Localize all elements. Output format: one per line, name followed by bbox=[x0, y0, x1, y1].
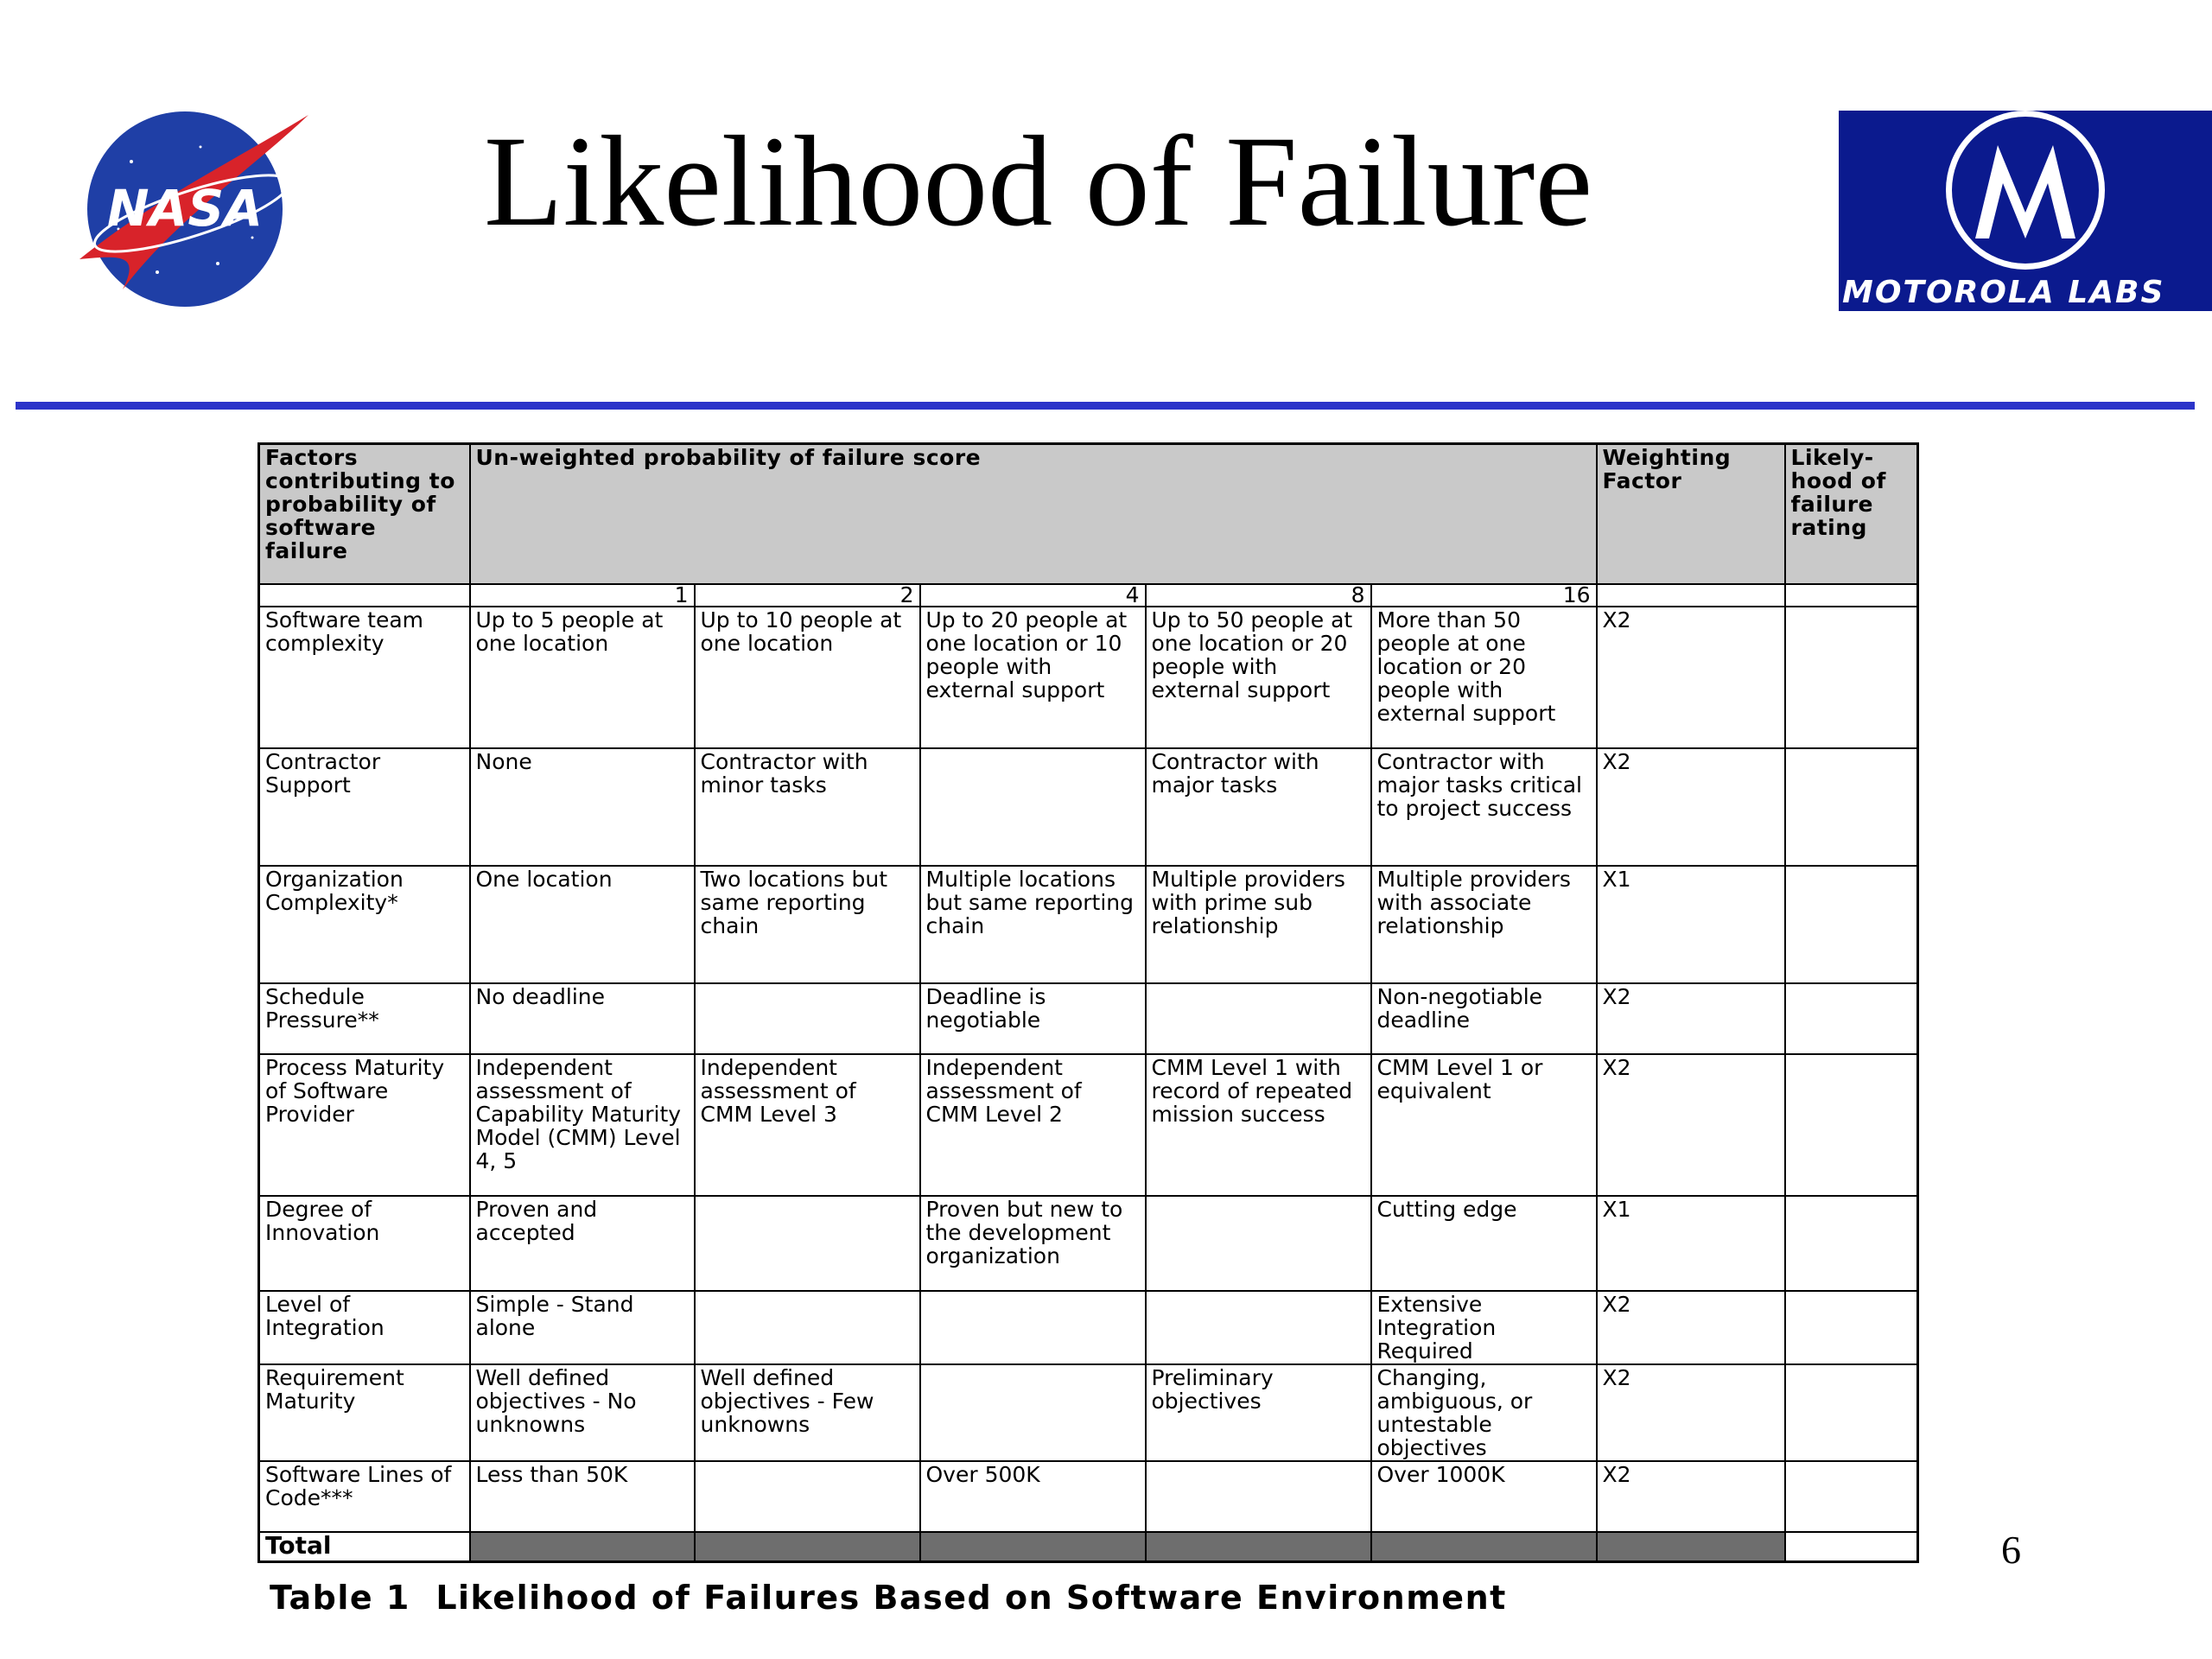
rating-cell bbox=[1785, 1196, 1918, 1291]
score-8-cell bbox=[1146, 1196, 1371, 1291]
nasa-logo-icon bbox=[71, 108, 313, 307]
factor-cell: Schedule Pressure** bbox=[259, 983, 470, 1054]
score-8-cell: CMM Level 1 with record of repeated mission success bbox=[1146, 1054, 1371, 1196]
score-8-cell: Contractor with major tasks bbox=[1146, 748, 1371, 866]
score-2-cell: Contractor with minor tasks bbox=[695, 748, 920, 866]
score-rating-blank bbox=[1785, 584, 1918, 607]
score-16-cell: Contractor with major tasks critical to project success bbox=[1371, 748, 1597, 866]
total-shaded-cell bbox=[695, 1532, 920, 1562]
score-2-cell bbox=[695, 1461, 920, 1532]
score-1-cell: Up to 5 people at one location bbox=[470, 607, 695, 748]
weight-cell: X2 bbox=[1597, 607, 1785, 748]
score-4-cell bbox=[920, 748, 1146, 866]
weight-cell: X2 bbox=[1597, 748, 1785, 866]
header-factors: Factors contributing to probability of software failure bbox=[259, 444, 470, 585]
rating-cell bbox=[1785, 1054, 1918, 1196]
score-8-cell: Multiple providers with prime sub relationship bbox=[1146, 866, 1371, 983]
table-row bbox=[259, 1291, 1918, 1364]
score-8-cell: Preliminary objectives bbox=[1146, 1364, 1371, 1461]
total-shaded-cell bbox=[470, 1532, 695, 1562]
factor-cell: Requirement Maturity bbox=[259, 1364, 470, 1461]
header-weighting-factor: Weighting Factor bbox=[1597, 444, 1785, 585]
motorola-logo-text: MOTOROLA LABS bbox=[1842, 275, 2165, 310]
caption-text: Likelihood of Failures Based on Software Environment bbox=[435, 1579, 1507, 1617]
score-16-cell: Over 1000K bbox=[1371, 1461, 1597, 1532]
rating-cell bbox=[1785, 983, 1918, 1054]
score-4-cell: Independent assessment of CMM Level 2 bbox=[920, 1054, 1146, 1196]
likelihood-table bbox=[257, 442, 1919, 1563]
score-16-cell: Multiple providers with associate relationship bbox=[1371, 866, 1597, 983]
score-1-cell: No deadline bbox=[470, 983, 695, 1054]
weight-cell: X2 bbox=[1597, 1291, 1785, 1364]
weight-cell: X2 bbox=[1597, 983, 1785, 1054]
score-2-cell bbox=[695, 983, 920, 1054]
table-row bbox=[259, 1196, 1918, 1291]
motorola-logo bbox=[1839, 111, 2212, 311]
score-2: 2 bbox=[695, 584, 920, 607]
page-number: 6 bbox=[2001, 1528, 2021, 1572]
table-row bbox=[259, 1054, 1918, 1196]
table-row bbox=[259, 748, 1918, 866]
total-label: Total bbox=[259, 1532, 470, 1562]
score-1-cell: None bbox=[470, 748, 695, 866]
score-2-cell bbox=[695, 1196, 920, 1291]
score-4-cell bbox=[920, 1364, 1146, 1461]
score-blank bbox=[259, 584, 470, 607]
table-row bbox=[259, 983, 1918, 1054]
weight-cell: X1 bbox=[1597, 866, 1785, 983]
table-body bbox=[259, 584, 1918, 1562]
weight-cell: X1 bbox=[1597, 1196, 1785, 1291]
score-16-cell: Extensive Integration Required bbox=[1371, 1291, 1597, 1364]
score-weight-blank bbox=[1597, 584, 1785, 607]
score-1-cell: Well defined objectives - No unknowns bbox=[470, 1364, 695, 1461]
table-caption bbox=[270, 1578, 1507, 1618]
rating-cell bbox=[1785, 607, 1918, 748]
score-1-cell: Proven and accepted bbox=[470, 1196, 695, 1291]
factor-cell: Software team complexity bbox=[259, 607, 470, 748]
score-16-cell: Non-negotiable deadline bbox=[1371, 983, 1597, 1054]
caption-label: Table 1 bbox=[270, 1579, 410, 1617]
rating-cell bbox=[1785, 748, 1918, 866]
title-divider bbox=[16, 402, 2195, 410]
score-16: 16 bbox=[1371, 584, 1597, 607]
factor-cell: Process Maturity of Software Provider bbox=[259, 1054, 470, 1196]
total-shaded-cell bbox=[1146, 1532, 1371, 1562]
score-8-cell bbox=[1146, 1291, 1371, 1364]
score-8: 8 bbox=[1146, 584, 1371, 607]
score-4-cell bbox=[920, 1291, 1146, 1364]
total-shaded-cell bbox=[920, 1532, 1146, 1562]
table-row bbox=[259, 1364, 1918, 1461]
score-row bbox=[259, 584, 1918, 607]
score-16-cell: More than 50 people at one location or 20 people with external support bbox=[1371, 607, 1597, 748]
score-1-cell: Independent assessment of Capability Maturity Model (CMM) Level 4, 5 bbox=[470, 1054, 695, 1196]
score-2-cell bbox=[695, 1291, 920, 1364]
score-16-cell: Cutting edge bbox=[1371, 1196, 1597, 1291]
table-row bbox=[259, 866, 1918, 983]
score-4-cell: Over 500K bbox=[920, 1461, 1146, 1532]
score-8-cell bbox=[1146, 1461, 1371, 1532]
factor-cell: Degree of Innovation bbox=[259, 1196, 470, 1291]
rating-cell bbox=[1785, 1364, 1918, 1461]
nasa-logo-text: NASA bbox=[106, 179, 264, 238]
total-row bbox=[259, 1532, 1918, 1562]
score-1: 1 bbox=[470, 584, 695, 607]
score-8-cell bbox=[1146, 983, 1371, 1054]
score-4-cell: Up to 20 people at one location or 10 people with external support bbox=[920, 607, 1146, 748]
factor-cell: Contractor Support bbox=[259, 748, 470, 866]
table-row bbox=[259, 1461, 1918, 1532]
factor-cell: Level of Integration bbox=[259, 1291, 470, 1364]
score-2-cell: Well defined objectives - Few unknowns bbox=[695, 1364, 920, 1461]
total-shaded-cell bbox=[1371, 1532, 1597, 1562]
total-rating-cell bbox=[1785, 1532, 1918, 1562]
score-16-cell: Changing, ambiguous, or untestable objectives bbox=[1371, 1364, 1597, 1461]
weight-cell: X2 bbox=[1597, 1054, 1785, 1196]
total-shaded-cell bbox=[1597, 1532, 1785, 1562]
rating-cell bbox=[1785, 1461, 1918, 1532]
factor-cell: Software Lines of Code*** bbox=[259, 1461, 470, 1532]
score-1-cell: One location bbox=[470, 866, 695, 983]
score-2-cell: Up to 10 people at one location bbox=[695, 607, 920, 748]
score-4-cell: Proven but new to the development organization bbox=[920, 1196, 1146, 1291]
table-row bbox=[259, 607, 1918, 748]
score-1-cell: Less than 50K bbox=[470, 1461, 695, 1532]
motorola-batwing-icon bbox=[1968, 133, 2082, 254]
score-2-cell: Two locations but same reporting chain bbox=[695, 866, 920, 983]
header-likelihood-rating: Likely-hood of failure rating bbox=[1785, 444, 1918, 585]
rating-cell bbox=[1785, 866, 1918, 983]
score-4: 4 bbox=[920, 584, 1146, 607]
rating-cell bbox=[1785, 1291, 1918, 1364]
score-2-cell: Independent assessment of CMM Level 3 bbox=[695, 1054, 920, 1196]
score-4-cell: Multiple locations but same reporting chain bbox=[920, 866, 1146, 983]
score-16-cell: CMM Level 1 or equivalent bbox=[1371, 1054, 1597, 1196]
weight-cell: X2 bbox=[1597, 1364, 1785, 1461]
score-4-cell: Deadline is negotiable bbox=[920, 983, 1146, 1054]
weight-cell: X2 bbox=[1597, 1461, 1785, 1532]
header-unweighted-score: Un-weighted probability of failure score bbox=[470, 444, 1597, 585]
slide-title: Likelihood of Failure bbox=[484, 110, 1593, 253]
factor-cell: Organization Complexity* bbox=[259, 866, 470, 983]
score-1-cell: Simple - Stand alone bbox=[470, 1291, 695, 1364]
score-8-cell: Up to 50 people at one location or 20 people with external support bbox=[1146, 607, 1371, 748]
